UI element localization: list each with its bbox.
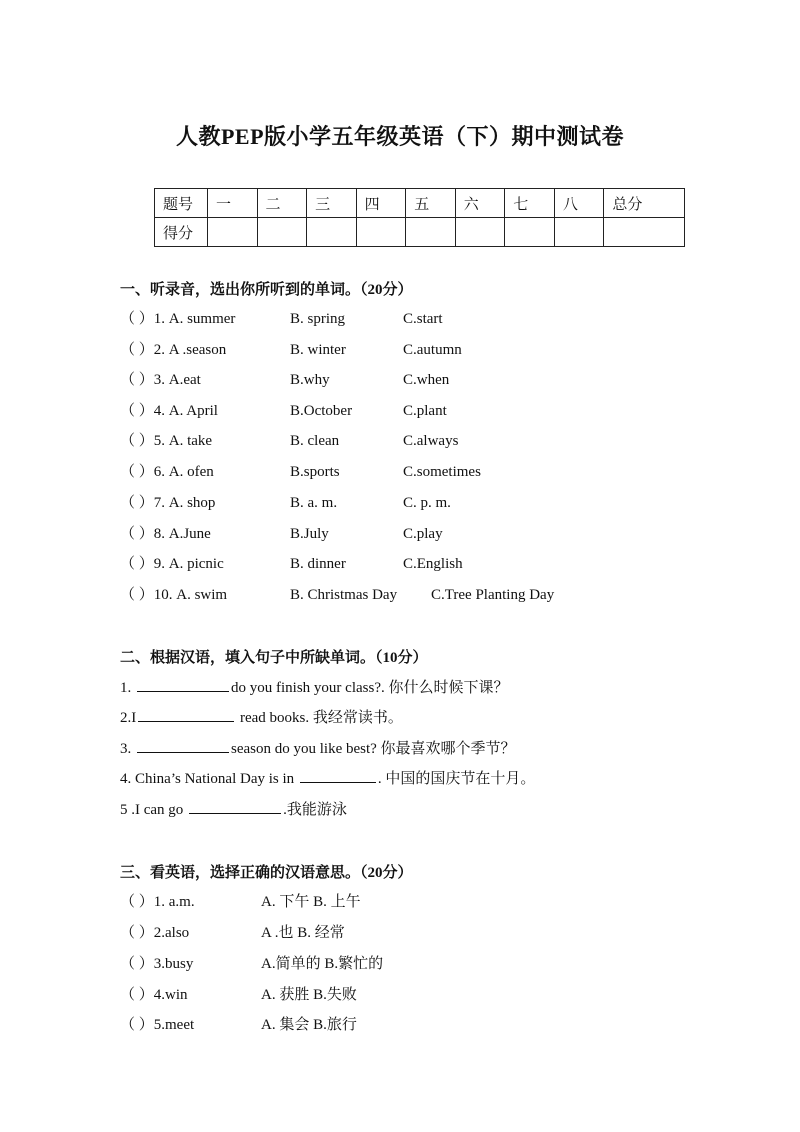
question-number: （ ）5.meet (120, 1017, 195, 1033)
option-b: B. clean (290, 433, 340, 449)
answer-blank[interactable] (300, 768, 376, 783)
option-c: C.sometimes (403, 464, 481, 480)
sentence-suffix: read books. 我经常读书。 (236, 710, 403, 726)
score-header-cell: 五 (406, 189, 456, 218)
answer-options: A. 获胜 B.失败 (261, 987, 357, 1003)
sentence-suffix: . 中国的国庆节在十月。 (377, 771, 536, 787)
option-c: C.autumn (403, 342, 462, 358)
score-cell[interactable] (455, 218, 505, 247)
option-c: C.always (403, 433, 459, 449)
question-number: （ ）8. A.June (120, 526, 211, 542)
option-c: C. p. m. (403, 495, 451, 511)
fill-sentence (120, 677, 508, 699)
sentence-suffix: season do you like best? 你最喜欢哪个季节？ (231, 741, 516, 757)
fill-sentence (120, 738, 516, 760)
sentence-prefix: 4. China’s National Day is in (120, 771, 298, 787)
question-number: （ ）5. A. take (120, 433, 213, 449)
question-number: （ ）2. A .season (120, 342, 227, 358)
score-header-cell: 八 (554, 189, 604, 218)
score-header-cell: 六 (455, 189, 505, 218)
sentence-suffix: .我能游泳 (283, 802, 347, 818)
question-number: （ ）6. A. ofen (120, 464, 214, 480)
option-b: B.October (290, 403, 353, 419)
answer-options: A. 集会 B.旅行 (261, 1017, 357, 1033)
question-number: （ ）7. A. shop (120, 495, 216, 511)
score-cell[interactable] (208, 218, 258, 247)
answer-options: A.简单的 B.繁忙的 (261, 956, 384, 972)
score-cell[interactable] (257, 218, 307, 247)
section-1-title: 一、听录音，选出你所听到的单词。（20分） (120, 282, 413, 298)
score-table-score-row (155, 218, 685, 247)
question-number: （ ）3.busy (120, 956, 194, 972)
option-b: B.July (290, 526, 329, 542)
option-b: B. a. m. (290, 495, 338, 511)
option-b: B.why (290, 372, 330, 388)
sentence-suffix: do you finish your class?. 你什么时候下课？ (231, 680, 509, 696)
answer-options: A. 下午 B. 上午 (261, 894, 361, 910)
page-title: 人教PEP版小学五年级英语（下）期中测试卷 (175, 124, 625, 149)
option-b: B. dinner (290, 556, 346, 572)
score-cell[interactable] (356, 218, 406, 247)
sentence-prefix: 1. (120, 680, 135, 696)
option-c: C.plant (403, 403, 447, 419)
option-c: C.start (403, 311, 443, 327)
score-table-header-row (155, 189, 685, 218)
answer-blank[interactable] (137, 677, 229, 692)
sentence-prefix: 5 .I can go (120, 802, 188, 818)
score-row-label: 得分 (155, 218, 208, 247)
option-c: C.English (403, 556, 463, 572)
sentence-prefix: 3. (120, 741, 135, 757)
fill-sentence (120, 768, 535, 790)
score-table (154, 188, 685, 247)
question-number: （ ）1. a.m. (120, 894, 195, 910)
fill-sentence (120, 707, 403, 729)
fill-sentence (120, 799, 347, 821)
score-header-cell: 三 (307, 189, 357, 218)
score-header-cell: 七 (505, 189, 555, 218)
option-b: B. winter (290, 342, 346, 358)
answer-options: A .也 B. 经常 (261, 925, 345, 941)
option-c: C.when (403, 372, 450, 388)
score-header-cell: 题号 (155, 189, 208, 218)
sentence-prefix: 2.I (120, 710, 137, 726)
score-cell[interactable] (554, 218, 604, 247)
option-c: C.play (403, 526, 443, 542)
question-number: （ ）4. A. April (120, 403, 218, 419)
question-number: （ ）10. A. swim (120, 587, 228, 603)
section-3-title: 三、看英语，选择正确的汉语意思。（20分） (120, 865, 413, 881)
score-cell[interactable] (406, 218, 456, 247)
option-b: B. Christmas Day (290, 587, 398, 603)
score-header-cell: 二 (257, 189, 307, 218)
option-b: B.sports (290, 464, 340, 480)
question-number: （ ）3. A.eat (120, 372, 201, 388)
answer-blank[interactable] (137, 738, 229, 753)
question-number: （ ）1. A. summer (120, 311, 236, 327)
score-header-cell: 四 (356, 189, 406, 218)
question-number: （ ）2.also (120, 925, 190, 941)
score-cell[interactable] (505, 218, 555, 247)
answer-blank[interactable] (189, 799, 281, 814)
question-number: （ ）4.win (120, 987, 188, 1003)
question-number: （ ）9. A. picnic (120, 556, 224, 572)
option-c: C.Tree Planting Day (431, 587, 555, 603)
answer-blank[interactable] (138, 707, 234, 722)
section-2-title: 二、根据汉语，填入句子中所缺单词。（10分） (120, 650, 428, 666)
score-header-cell: 总分 (604, 189, 685, 218)
score-cell[interactable] (307, 218, 357, 247)
option-b: B. spring (290, 311, 346, 327)
score-cell[interactable] (604, 218, 685, 247)
score-header-cell: 一 (208, 189, 258, 218)
